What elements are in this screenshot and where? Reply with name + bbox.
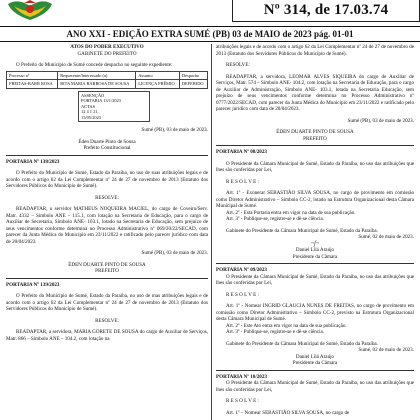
- article-text: Art. 2º - Esta Portaria entra em vigor na data de sua publicação.: [226, 209, 356, 216]
- right-column: [216, 44, 414, 420]
- portaria-paragraph: O Prefeito do Município de Sumé, Estado da Paraíba, no uso de suas atribuições legais e de acordo com o artigo 62 da Lei Complementar nº 24 de 27 de novembro de 2013 (Estatuto dos Servidores Públicos do Município de Sumé).: [6, 170, 208, 189]
- signer-name: ÉDEN DUARTE PINTO DE SOUSA: [68, 261, 146, 268]
- table-cell: RITA MARIA BARBOSA DE SOUSA: [58, 80, 136, 89]
- stamp-line: PORTARIA 13/1/2023: [81, 98, 122, 103]
- resolve-label: RESOLVE:: [95, 317, 119, 324]
- table-header-cell: Assunto: [136, 71, 180, 80]
- stamp-line: 12 4 1 21.: [81, 109, 99, 114]
- municipal-logo: [4, 0, 56, 22]
- article-text: Art. 1º - Nomear INGRID GLAUCIA NUNES DE FREITAS, no cargo de provimento em comissão como Diretor Administrativo – Símbolo CC-2, previsto na Estrutura Organizacional desta Câmara Municipal de Sumé.: [216, 303, 414, 322]
- acts-subtitle: GABINETE DO PREFEITO: [77, 50, 137, 57]
- signature-scribble: ~ʃ~: [310, 240, 320, 247]
- portaria-paragraph: O Presidente da Câmara Municipal de Sumé, Estado da Paraíba, no uso das atribuições que lhes são conferidas por Lei,: [216, 380, 414, 393]
- signer-title: Presidente da Câmara: [292, 360, 338, 366]
- date-line: Sumé (PB), 03 de maio de 2023.: [141, 127, 208, 133]
- article-text: Art. 1º - Exonerar SEBASTIÃO SILVA SOUSA, no cargo de provimento em comissão como Diretor Administrativo – Símbolo CC-2, lotado na Estrutura Organizacional desta Câmara Municipal de Sumé.: [216, 190, 414, 209]
- signer-name: Éden Duarte Pinto de Sousa: [78, 138, 136, 145]
- law-number: Nº 314, de 17.03.74: [263, 2, 389, 18]
- table-header-cell: Processo nº: [7, 71, 58, 80]
- table-cell: DEFERIDO: [179, 80, 207, 89]
- table-cell: LICENÇA PRÊMIO: [136, 80, 180, 89]
- date-line: Sumé, 02 de maio de 2023.: [358, 234, 414, 240]
- article-text: Art. 3º - Publique-se, registre-se e dê-se ciência.: [226, 329, 325, 335]
- portaria-paragraph: READAPTAR, o servidor MATHEUS NOQUEIRA MACIEL, do cargo de Coveiro/Serv. Matr. 4332 – Símbolo ANE – 115.1, com lotação na Secretaria de Educação, para o cargo de Auxiliar de Secretaria, Símbolo ANE- 103.1, lotado na Secretaria de Educação, sem prejuízo de seus vencimentos conforme determina no Processo Administrativo nº 069/20/22/SECAD, com parecer da Junta Médica do Município em 23/11/2022 e ratificado pelo parecer jurídico com data de 20/04/2023.: [6, 206, 208, 245]
- date-line: Sumé, 02 de maio de 2023.: [358, 347, 414, 353]
- resolve-label: R E S O L V E :: [226, 398, 259, 404]
- signer-title: PREFEITO: [95, 268, 119, 274]
- signer-name: Daniel Lilá Araújo: [295, 247, 335, 253]
- portaria-title: PORTARIA Nº 09/2023: [216, 267, 267, 273]
- resolve-label: R E S O L V E :: [226, 178, 259, 185]
- portaria-title: PORTARIA Nº 138/2023: [6, 158, 60, 165]
- portaria-paragraph: READAPTAR, a servidora, LEOMAR ALVES SIQUEIRA do cargo de Auxiliar de Serviços, Matr. 574 – Símbolo ANE- 104.2, com lotação na Secretaria de Educação, para o cargo de Auxiliar de Administração, Símbolo ANE- 103.1, lotada na Secretaria Educação, sem prejuízo de seus vencimentos conforme determina no Processo Administrativo nº 0777/2022/SECAD, com parecer da Junta Médica do Município em 23/11/2022 e ratificado pelo parecer jurídico com data de 20/04/2023.: [216, 73, 414, 112]
- portaria-title: PORTARIA Nº 08/2023: [216, 149, 267, 155]
- resolve-label: R E S O L V E :: [226, 291, 259, 298]
- portaria-paragraph: O Presidente da Câmara Municipal de Sumé, Estado da Paraíba, no uso das atribuições que lhes são conferidas por Lei,: [216, 160, 414, 173]
- signer-title: Prefeito Constitucional: [83, 145, 131, 151]
- signer-name: Daniel Lilá Araújo: [295, 353, 335, 360]
- article-text: Art. 3º - Publique-se, registre-se e dê-se ciência.: [226, 216, 325, 222]
- dispatch-table: [6, 71, 208, 89]
- stamp-line: 15/05/2023: [81, 114, 102, 120]
- article-text: Art. 2º - Este Ato entra em vigor na data de sua publicação.: [226, 322, 347, 329]
- acts-title: ATOS DO PODER EXECUTIVO: [70, 44, 144, 50]
- table-row: [7, 80, 208, 89]
- cabinet-line: Gabinete do Presidente da Câmara Municipal de Sumé, Estado da Paraíba.: [226, 340, 378, 347]
- resolve-label: RESOLVE:: [95, 194, 119, 201]
- portaria-paragraph: O Presidente da Câmara Municipal de Sumé, Estado da Paraíba, no uso das atribuições que lhes são conferidas por Lei,: [216, 273, 414, 286]
- table-cell: FREITAS-BARR ROSA: [7, 80, 58, 89]
- table-header-cell: Requerente/Interessado (a): [58, 71, 136, 80]
- article-text: Art. 1º – Nomear SEBASTIÃO SILVA SOUSA, no cargo de: [226, 409, 350, 416]
- column-divider: [211, 44, 212, 420]
- portaria-title: PORTARIA Nº 139/2023: [6, 281, 60, 288]
- edition-line: ANO XXI - EDIÇÃO EXTRA SUMÉ (PB) 03 de MAIO de 2023 pág. 01-01: [66, 29, 354, 39]
- date-line: Sumé (PB), 03 de maio de 2023.: [141, 250, 208, 256]
- left-column: [6, 44, 208, 420]
- portaria-title: PORTARIA Nº 10/2023: [216, 373, 267, 380]
- date-line: Sumé (PB), 03 de maio de 2023.: [347, 117, 414, 124]
- stamp-line: ACTAS: [81, 103, 96, 109]
- law-number-box: [232, 0, 420, 22]
- portaria-paragraph: O Prefeito do Município de Sumé, Estado da Paraíba, no uso de mas atribuições legais e de acordo com o artigo 62 da Lei Complementar nº 24 de 27 de novembro de 2013 (Estatuto dos Servidores Públicos do Município de Sumé).: [6, 293, 208, 312]
- table-header-cell: Despacho: [179, 71, 207, 80]
- stamp-box: [78, 91, 150, 123]
- cabinet-line: Gabinete do Presidente da Câmara Municipal de Sumé, Estado da Paraíba.: [226, 227, 378, 234]
- resolve-label: RESOLVE:: [226, 62, 250, 68]
- portaria-paragraph: READAPTAR, a servidora, MARIA GORETE DE SOUSA do cargo de Auxiliar de Serviços, Matr. 866 – Símbolo ANE – 104.2, com lotação na: [6, 329, 208, 342]
- intro-text: O Prefeito do Município de Sumé concede despacho no seguinte expediente:: [16, 62, 173, 68]
- portaria-paragraph: atribuições legais e de acordo com o artigo 62 da Lei Complementar nº 24 de 27 de novembro de 2013 (Estatuto dos Servidores Públicos do Município de Sumé).: [216, 44, 414, 57]
- masthead-bar: [0, 26, 420, 42]
- stamp-line: ASSENÇÃO: [81, 92, 105, 98]
- signer-title: Presidente da Câmara: [292, 253, 338, 260]
- table-header-row: [7, 71, 208, 80]
- signer-title: PREFEITO: [303, 135, 327, 142]
- signer-name: ÉDEN DUARTE PINTO DE SOUSA: [276, 129, 354, 135]
